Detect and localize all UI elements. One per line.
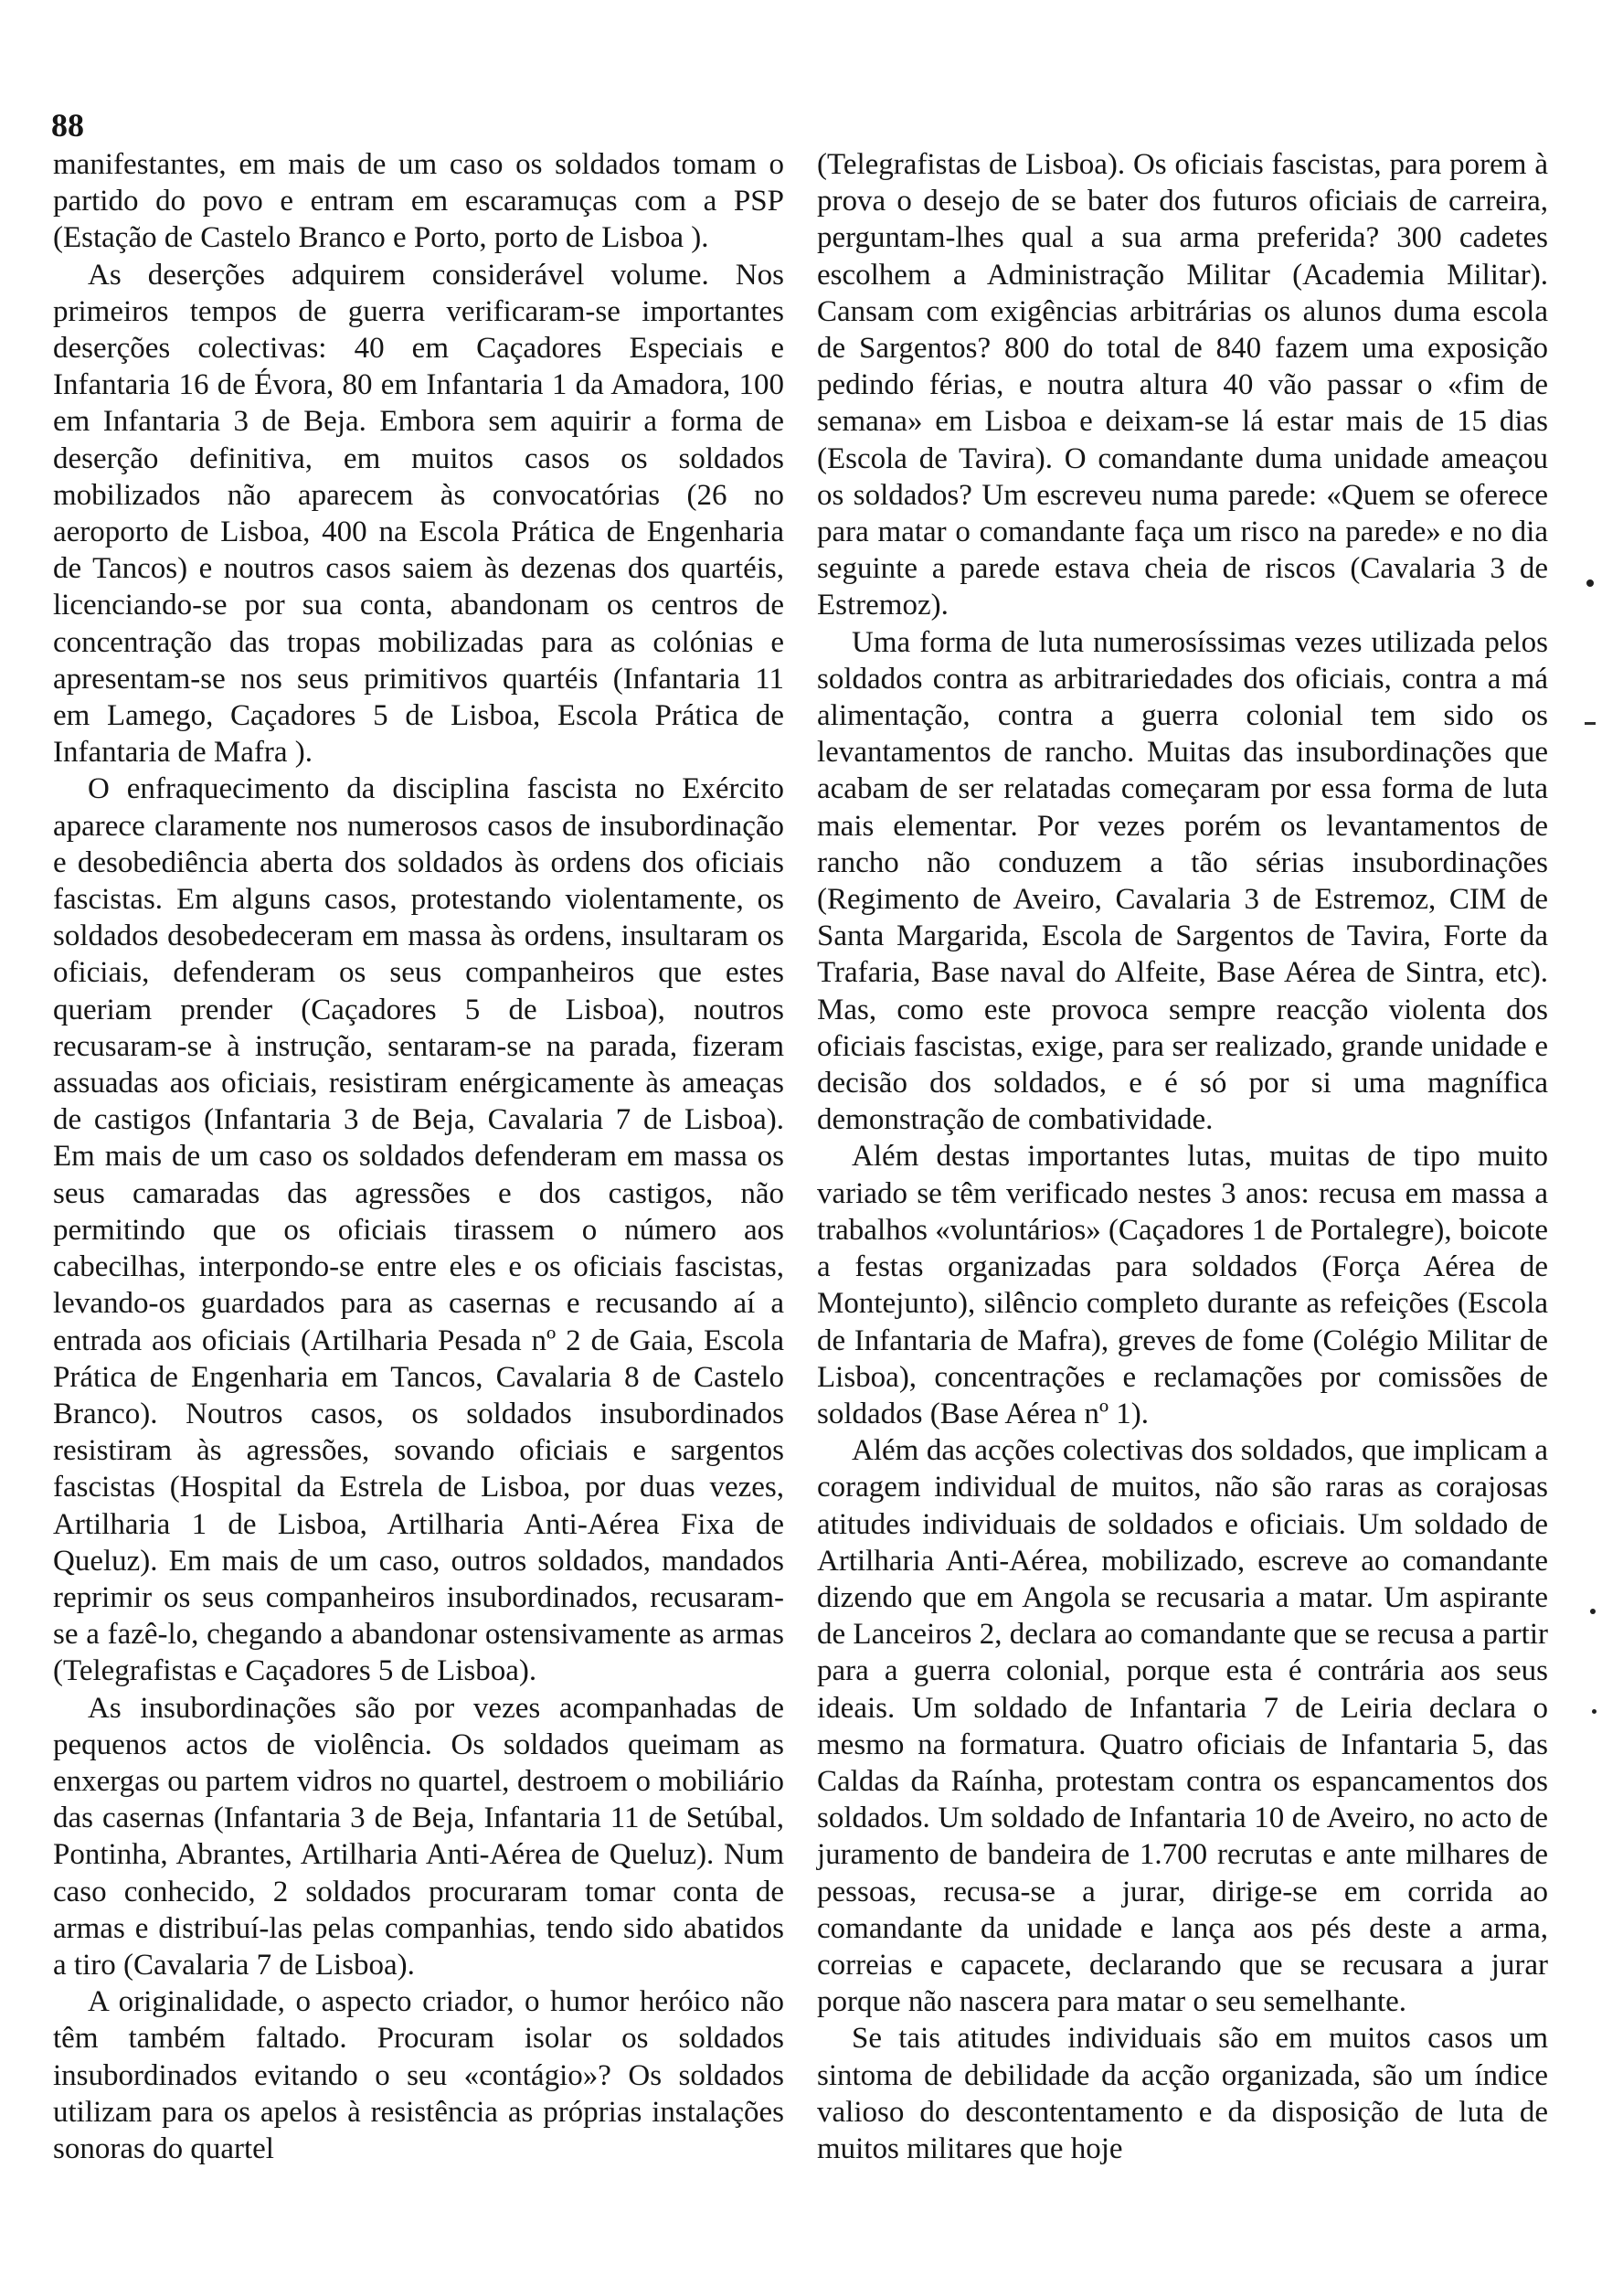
- left-text-column: [53, 146, 784, 2167]
- paragraph: Além destas importantes lutas, muitas de tipo muito variado se têm verificado nestes 3 anos: recusa em massa a trabalhos «voluntários» (Caçadores 1 de Portalegre), boicote a festas organizadas para soldados (Força Aérea de Montejunto), silêncio completo durante as refeições (Escola de Infantaria de Mafra), greves de fome (Colégio Militar de Lisboa), concentrações e reclamações por comissões de soldados (Base Aérea nº 1).: [817, 1140, 1548, 1430]
- page-number: 88: [51, 107, 84, 144]
- right-text-column: [817, 146, 1548, 2167]
- paragraph-continuation: manifestantes, em mais de um caso os soldados tomam o partido do povo e entram em escaramuças com a PSP (Estação de Castelo Branco e Porto, porto de Lisboa ).: [53, 148, 784, 255]
- paragraph: Além das acções colectivas dos soldados, que implicam a coragem individual de muitos, não são raras as corajosas atitudes individuais de soldados e oficiais. Um soldado de Artilharia Anti-Aérea, mobilizado, escreve ao comandante dizendo que em Angola se recusaria a matar. Um aspirante de Lanceiros 2, declara ao comandante que se recusa a partir para a guerra colonial, porque esta é contrária aos seus ideais. Um soldado de Infantaria 7 de Leiria declara o mesmo na formatura. Quatro oficiais de Infantaria 5, das Caldas da Raínha, protestam contra os espancamentos dos soldados. Um soldado de Infantaria 10 de Aveiro, no acto de juramento de bandeira de 1.700 recrutas e ante milhares de pessoas, recusa-se a jurar, dirige-se em corrida ao comandante da unidade e lança aos pés deste a arma, correias e capacete, declarando que se recusara a jurar porque não nascera para matar o seu semelhante.: [817, 1434, 1548, 2019]
- scan-speck: [1592, 1709, 1596, 1714]
- paragraph: Se tais atitudes individuais são em muitos casos um sintoma de debilidade da acção organizada, são um índice valioso do descontentamento e da disposição de luta de muitos militares que hoje: [817, 2022, 1548, 2165]
- scan-speck: [1586, 579, 1594, 587]
- scan-mark: [1585, 722, 1596, 725]
- paragraph: O enfraquecimento da disciplina fascista no Exército aparece claramente nos numerosos casos de insubordinação e desobediência aberta dos soldados às ordens dos oficiais fascistas. Em alguns casos, protestando violentamente, os soldados desobedeceram em massa às ordens, insultaram os oficiais, defenderam os seus companheiros que estes queriam prender (Caçadores 5 de Lisboa), noutros recusaram-se à instrução, sentaram-se na parada, fizeram assuadas aos oficiais, resistiram enérgicamente às ameaças de castigos (Infantaria 3 de Beja, Cavalaria 7 de Lisboa). Em mais de um caso os soldados defenderam em massa os seus camaradas das agressões e dos castigos, não permitindo que os oficiais tirassem o número aos cabecilhas, interpondo-se entre eles e os oficiais fascistas, levando-os guardados para as casernas e recusando aí a entrada aos oficiais (Artilharia Pesada nº 2 de Gaia, Escola Prática de Engenharia em Tancos, Cavalaria 8 de Castelo Branco). Noutros casos, os soldados insubordinados resistiram às agressões, sovando oficiais e sargentos fascistas (Hospital da Estrela de Lisboa, por duas vezes, Artilharia 1 de Lisboa, Artilharia Anti-Aérea Fixa de Queluz). Em mais de um caso, outros soldados, mandados reprimir os seus companheiros insubordinados, recusaram-se a fazê-lo, chegando a abandonar ostensivamente as armas (Telegrafistas e Caçadores 5 de Lisboa).: [53, 772, 784, 1688]
- paragraph-continuation: (Telegrafistas de Lisboa). Os oficiais fascistas, para porem à prova o desejo de se bater dos futuros oficiais de carreira, perguntam-lhes qual a sua arma preferida? 300 cadetes escolhem a Administração Militar (Academia Militar). Cansam com exigências arbitrárias os alunos duma escola de Sargentos? 800 do total de 840 fazem uma exposição pedindo férias, e noutra altura 40 vão passar o «fim de semana» em Lisboa e deixam-se lá estar mais de 15 dias (Escola de Tavira). O comandante duma unidade ameaçou os soldados? Um escreveu numa parede: «Quem se oferece para matar o comandante faça um risco na parede» e no dia seguinte a parede estava cheia de riscos (Cavalaria 3 de Estremoz).: [817, 148, 1548, 622]
- paragraph: As deserções adquirem considerável volume. Nos primeiros tempos de guerra verificaram-se importantes deserções colectivas: 40 em Caçadores Especiais e Infantaria 16 de Évora, 80 em Infantaria 1 da Amadora, 100 em Infantaria 3 de Beja. Embora sem aquirir a forma de deserção definitiva, em muitos casos os soldados mobilizados não aparecem às convocatórias (26 no aeroporto de Lisboa, 400 na Escola Prática de Engenharia de Tancos) e noutros casos saiem às dezenas dos quartéis, licenciando-se por sua conta, abandonam os centros de concentração das tropas mobilizadas para as colónias e apresentam-se nos seus primitivos quartéis (Infantaria 11 em Lamego, Caçadores 5 de Lisboa, Escola Prática de Infantaria de Mafra ).: [53, 258, 784, 770]
- scan-speck: [1590, 1609, 1596, 1614]
- paragraph: Uma forma de luta numerosíssimas vezes utilizada pelos soldados contra as arbitrariedades dos oficiais, contra a má alimentação, contra a guerra colonial tem sido os levantamentos de rancho. Muitas das insubordinações que acabam de ser relatadas começaram por essa forma de luta mais elementar. Por vezes porém os levantamentos de rancho não conduzem a tão sérias insubordinações (Regimento de Aveiro, Cavalaria 3 de Estremoz, CIM de Santa Margarida, Escola de Sargentos de Tavira, Forte da Trafaria, Base naval do Alfeite, Base Aérea de Sintra, etc). Mas, como este provoca sempre reacção violenta dos oficiais fascistas, exige, para ser realizado, grande unidade e decisão dos soldados, e é só por si uma magnífica demonstração de combatividade.: [817, 625, 1548, 1137]
- paragraph: As insubordinações são por vezes acompanhadas de pequenos actos de violência. Os soldados queimam as enxergas ou partem vidros no quartel, destroem o mobiliário das casernas (Infantaria 3 de Beja, Infantaria 11 de Setúbal, Pontinha, Abrantes, Artilharia Anti-Aérea de Queluz). Num caso conhecido, 2 soldados procuraram tomar conta de armas e distribuí-las pelas companhias, tendo sido abatidos a tiro (Cavalaria 7 de Lisboa).: [53, 1691, 784, 1982]
- paragraph: A originalidade, o aspecto criador, o humor heróico não têm também faltado. Procuram isolar os soldados insubordinados evitando o seu «contágio»? Os soldados utilizam para os apelos à resistência as próprias instalações sonoras do quartel: [53, 1985, 784, 2165]
